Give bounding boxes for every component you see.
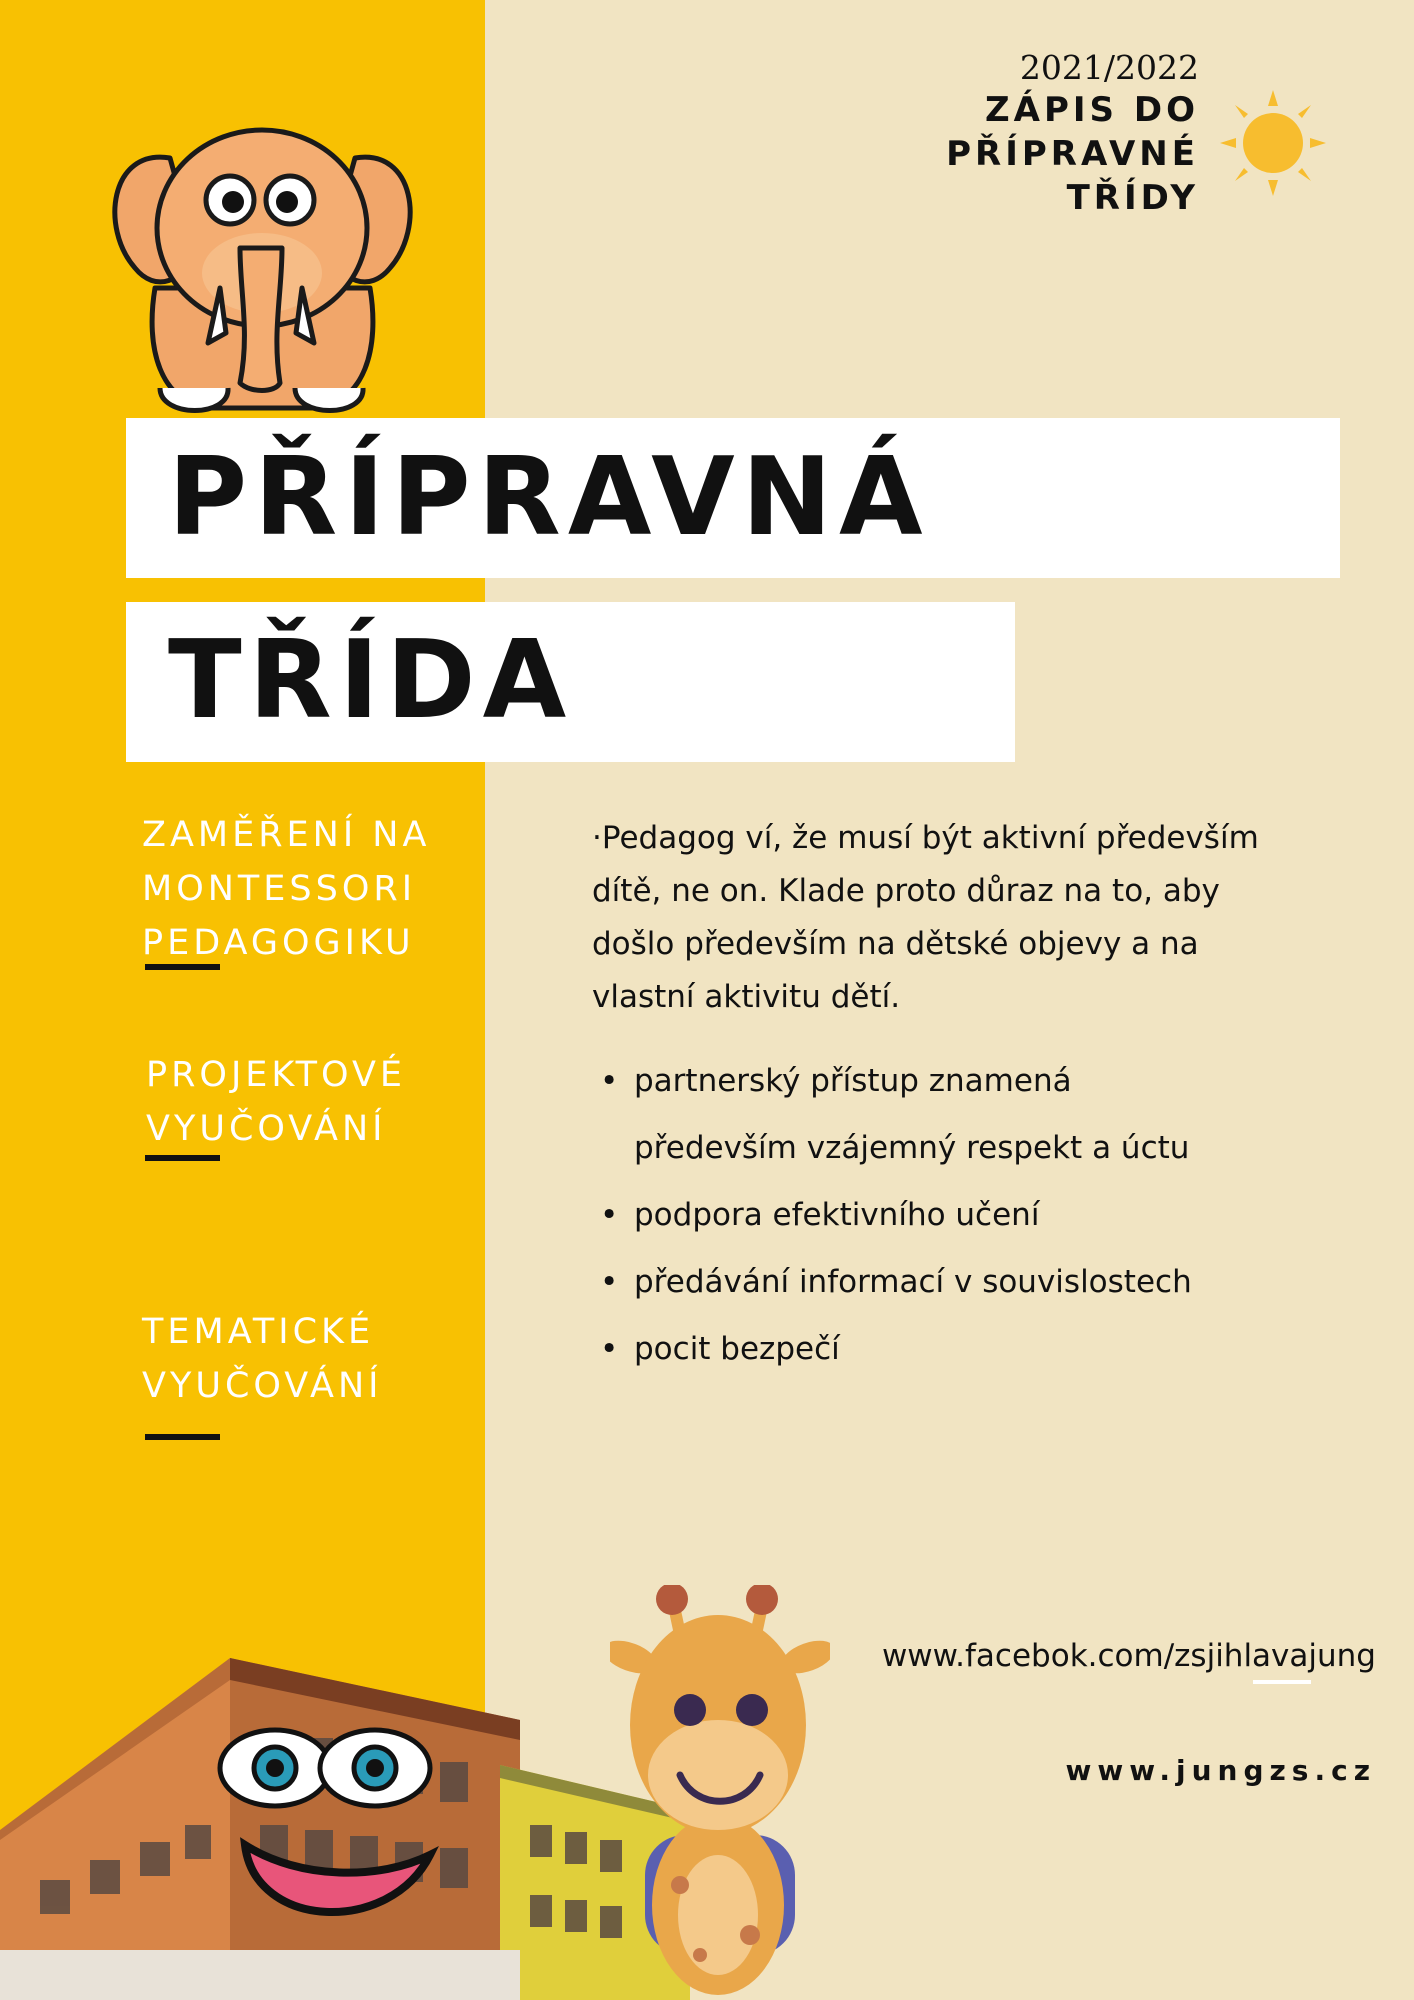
- enrollment-line: ZÁPIS DO: [985, 90, 1199, 130]
- sidebar-line: MONTESSORI: [142, 869, 417, 909]
- facebook-link[interactable]: www.facebok.com/zsjihlavajung: [881, 1638, 1376, 1674]
- sidebar-line: VYUČOVÁNÍ: [142, 1366, 383, 1406]
- elephant-illustration: [100, 118, 430, 418]
- link-underline: [1253, 1680, 1311, 1684]
- sun-icon: [1218, 88, 1328, 198]
- list-item: • partnerský přístup znamená především vzájemný respekt a úctu: [592, 1048, 1192, 1182]
- project-teaching-heading: [146, 1048, 406, 1156]
- website-link[interactable]: www.jungzs.cz: [1065, 1754, 1376, 1787]
- sidebar-line: VYUČOVÁNÍ: [146, 1109, 387, 1149]
- heading-underline: [145, 1155, 220, 1161]
- page-title-line-1: PŘÍPRAVNÁ: [168, 435, 930, 560]
- heading-underline: [145, 964, 220, 970]
- sidebar-line: PEDAGOGIKU: [142, 923, 415, 963]
- enrollment-line: PŘÍPRAVNÉ: [946, 134, 1199, 174]
- heading-underline: [145, 1434, 220, 1440]
- list-item: • pocit bezpečí: [592, 1316, 1192, 1383]
- sidebar-line: PROJEKTOVÉ: [146, 1055, 407, 1095]
- page-title-line-2: TŘÍDA: [168, 618, 574, 743]
- intro-paragraph: ·Pedagog ví, že musí být aktivní především dítě, ne on. Klade proto důraz na to, aby došlo především na dětské objevy a na vlastní aktivitu dětí.: [592, 820, 1259, 1015]
- sidebar-line: TEMATICKÉ: [142, 1312, 375, 1352]
- enrollment-line: TŘÍDY: [1066, 178, 1199, 218]
- enrollment-heading: [946, 88, 1199, 220]
- list-item: • předávání informací v souvislostech: [592, 1249, 1192, 1316]
- thematic-teaching-heading: [142, 1305, 382, 1413]
- sidebar-line: ZAMĚŘENÍ NA: [142, 815, 431, 855]
- school-year: 2021/2022: [1019, 48, 1199, 87]
- focus-montessori-heading: [142, 808, 430, 970]
- list-item: • podpora efektivního učení: [592, 1182, 1192, 1249]
- giraffe-illustration: [610, 1585, 830, 2000]
- benefits-list: [592, 1048, 1192, 1383]
